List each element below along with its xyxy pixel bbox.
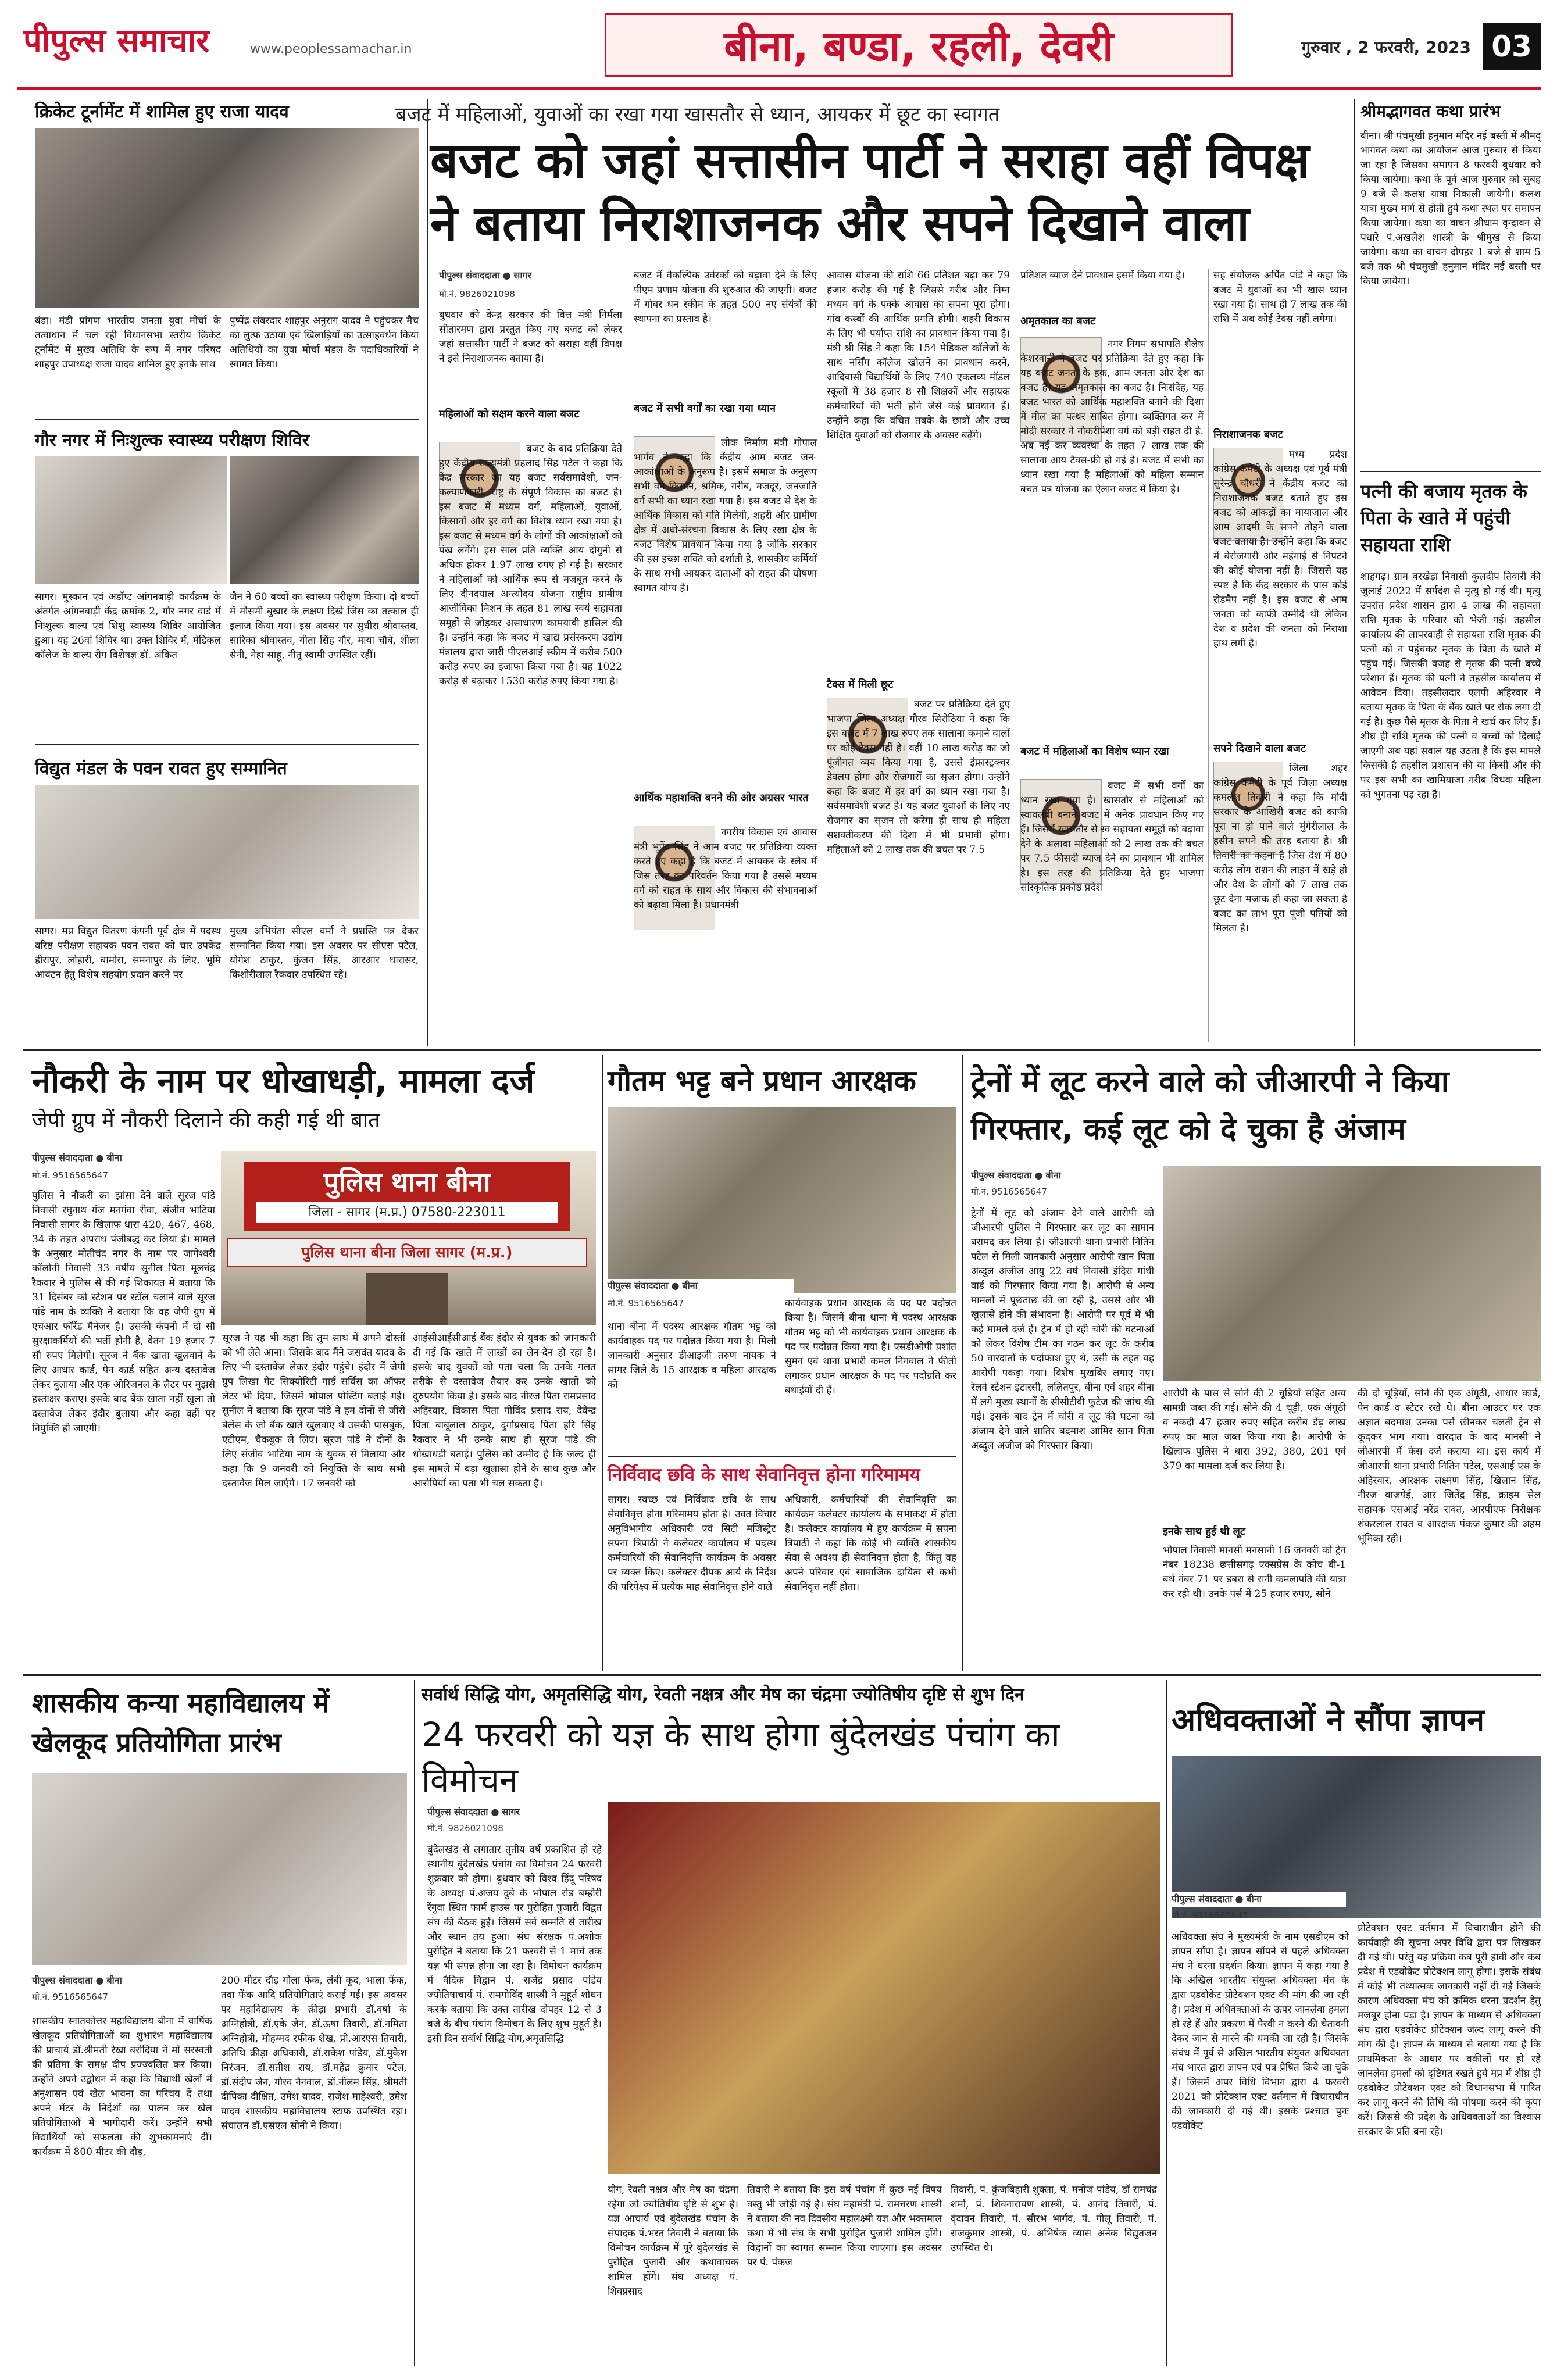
retire-headline: निर्विवाद छवि के साथ सेवानिवृत्त होना गरिमामय	[608, 1464, 920, 1485]
byline-label: पीपुल्स संवाददाता	[427, 1806, 488, 1817]
bhagwat-text: बीना। श्री पंचमुखी हनुमान मंदिर नई बस्ती में श्रीमद् भागवत कथा का आयोजन आज गुरुवार से किया जा रहा है जिसका समापन 8 फरवरी बुधवार को किया जायेगा। कथा के पूर्व आज गुरुवार को सुबह 9 बजे से कलश यात्रा निकाली जायेगी। कलश यात्रा मुख्य मार्ग से होती हुये कथा स्थल पर समापन किया जायेगा। कथा का वाचन श्रीधाम वृन्दावन से पधारे पं.अखलेश शास्त्री के श्रीमुख से किया जायेगा। कथा का वाचन दोपहर 1 बजे से शाम 5 बजे तक श्री पंचमुखी हनुमान मंदिर नई बस्ती पर किया जायेगा।	[1360, 130, 1541, 287]
byline-place: बीना	[106, 1152, 122, 1163]
budget-headline: बजट को जहां सत्तासीन पार्टी ने सराहा वहीं विपक्ष ने बताया निराशाजनक और सपने दिखाने वाला	[430, 132, 1310, 252]
college-mobile: मो.नं. 9516565647	[32, 1992, 108, 2002]
train-mobile: मो.नं. 9516565647	[971, 1187, 1047, 1197]
constable-col1: थाना बीना में पदस्थ आरक्षक गौतम भट्ट को कार्यवाहक पद पर पदोन्नत किया गया है। मिली जानकारी अनुसार डीआइजी तरुण नायक ने सागर जिले के 15 आरक्षक व महिला आरक्षक को	[608, 1321, 776, 1391]
budget-col5-c: जिला शहर कांग्रेस कमेटी के पूर्व जिला अध्यक्ष कमलेश तिवारी ने कहा कि मोदी सरकार के आखिरी बजट को काफी पूरा ना हो पाने वाले मुंगेरीलाल के हसीन सपने की तरह बताया है। श्री तिवारी का कहना है जिस देश में 80 करोड़ लोग राशन की लाइन में खड़े हो और देश के लोगों को 7 लाख तक छूट देना मजाक ही कहा जा सकता है बजट का लाभ पूरा पूंजी पतियों को मिलता है।	[1213, 763, 1347, 934]
advocates-byline	[1172, 1892, 1346, 1907]
electricity-title: विद्युत मंडल के पवन रावत हुए सम्मानित	[35, 759, 287, 779]
advocates-col1: अधिवक्ता संघ ने मुख्यमंत्री के नाम एसडीएम को ज्ञापन सौंपा है। ज्ञापन सौंपने से पहले अधिवक्ता मंच ने धरना प्रदर्शन किया। ज्ञापन में कहा गया है कि अखिल भारतीय संयुक्त अधिवक्ता मंच के द्वारा एडवोकेट प्रोटेक्शन एक्ट की मांग की जा रही है। प्रदेश में अधिवक्ताओं के ऊपर जानलेवा हमला हो रहे हैं और प्रकरण में पैरवी न करने की चेतावनी देकर जान से मारने की धमकी जा रही है। जिसके संबंध में पूर्व से अखिल भारतीय संयुक्त अधिवक्ता मंच भारत द्वारा ज्ञापन एवं पत्र प्रेषित किये जा चुके हैं। जिसमें अपर विधि विभाग द्वारा 4 फरवरी 2021 को प्रोटेक्शन एक्ट वर्तमान में विचाराधीन की जानकारी दी गई थी। इसके प्रश्चात पुनः एडवोकेट	[1172, 1931, 1349, 2132]
police-station-photo	[221, 1151, 596, 1325]
college-col1: शासकीय स्नातकोत्तर महाविद्यालय बीना में वार्षिक खेलकूद प्रतियोगिताओं का शुभारंभ महाविद्यालय की प्राचार्य डॉ.श्रीमती रेखा बरोदिया ने माँ सरस्वती की प्रतिमा के समक्ष दीप प्रज्ज्वलित कर किया। उन्होंने अपने उद्बोधन में कहा कि विद्यार्थी खेलों में अनुशासन एवं खेल भावना का परिचय दें तथा अपने मेंटर के निर्देशों का पालन कर खेल प्रतियोगिताओं में भागीदारी करें। उन्होंने सभी विद्यार्थियों को सफलता की शुभकामनाएं दीं। कार्यक्रम में 800 मीटर की दौड़,	[32, 2016, 212, 2158]
byline-label: पीपुल्स संवाददाता	[32, 1975, 93, 1986]
column-divider	[414, 1680, 415, 2366]
advocates-headline: अधिवक्ताओं ने सौंपा ज्ञापन	[1172, 1702, 1485, 1738]
college-photo	[32, 1773, 407, 1965]
cricket-text-a: बंडा। मंडी प्रांगण भारतीय जनता युवा मोर्चा के तत्वाधान में चल रही विधानसभा स्तरीय क्रिकेट टूर्नामेंट में मुख्य अतिथि के रूप में नगर परिषद शाहपुर उपाध्यक्ष राजा यादव शामिल हुए इनके साथ	[35, 315, 221, 370]
masthead-rule	[17, 87, 1541, 90]
fraud-col2: सूरज ने यह भी कहा कि तुम साथ में अपने दोस्तों को भी लेते आना। जिसके बाद मैंने जसवंत यादव के लिए भी दस्तावेज लेकर इंदौर पहुंचे। इंदौर में जेपी ग्रुप लिखा गेट सिक्योरिटी गार्ड सर्विस का ऑफर लेटर भी दिया, जिसमें भोपाल पोस्टिंग बताई गई। सुनील ने बताया कि सूरज पांडे ने हम दोनों से जीरो बैलेंस के जो बैंक खाते खुलवाए थे उसकी पासबुक, एटीएम, चैकबुक ले लिए। सूरज पांडे ने दोनों के लिए संजीव भाटिया नाम के युवक से मिलाया और कहा कि 9 जनवरी को नियुक्ति के साथ सभी दस्तावेज मिल जाएंगे। 17 जनवरी को	[222, 1332, 405, 1489]
website[interactable]: www.peoplessamachar.in	[250, 42, 412, 56]
paper-logo	[23, 22, 267, 63]
budget-col2-sub: बजट में सभी वर्गों का रखा गया ध्यान	[634, 402, 776, 414]
cricket-title: क्रिकेट टूर्नामेंट में शामिल हुए राजा यादव	[35, 102, 289, 122]
widow-title: पत्नी की बजाय मृतक के पिता के खाते में पहुंची सहायता राशि	[1360, 480, 1527, 556]
divider	[1360, 471, 1541, 472]
byline-place: बीना	[1246, 1893, 1262, 1904]
byline-dot: ●	[95, 1152, 104, 1163]
college-headline: शासकीय कन्या महाविद्यालय में खेलकूद प्रतियोगिता प्रारंभ	[32, 1687, 330, 1758]
retire-col2: अधिकारी, कर्मचारियों की सेवानिवृत्ति का कार्यक्रम कलेक्टर कार्यालय के सभाकक्ष में होता है। कलेक्टर कार्यालय में हुए कार्यक्रम में सपना त्रिपाठी ने कहा कि कोई भी व्यक्ति शासकीय सेवा से अवश्य ही सेवानिवृत्त होता है, किंतु वह अपने परिवार एवं सामाजिक दायित्व से कभी सेवानिवृत्त नहीं होता।	[785, 1494, 956, 1593]
fraud-headline: नौकरी के नाम पर धोखाधड़ी, मामला दर्ज	[32, 1061, 535, 1100]
section-divider	[23, 1049, 1541, 1051]
fraud-mobile: मो.नं. 9516565647	[32, 1170, 108, 1181]
divider	[35, 419, 419, 420]
budget-byline	[439, 269, 625, 286]
panchang-col4: तिवारी, पं. कुंजबिहारी शुक्ला, पं. मनोज पांडेय, डॉ रामचंद्र शर्मा, पं. शिवनारायण शास्त्री, पं. आनंद तिवारी, पं. वृंदावन तिवारी, पं. सौरभ भार्गव, पं. गोलू तिवारी, पं. राजकुमार शास्त्री, पं. अभिषेक व्यास अनेक विद्युतजन उपस्थित थे।	[951, 2184, 1157, 2254]
panchang-mobile: मो.नं. 9826021098	[427, 1823, 503, 1834]
byline-label: पीपुल्स संवाददाता	[971, 1170, 1032, 1181]
widow-text: शाहगढ़। ग्राम बरखेड़ा निवासी कुलदीप तिवारी की जुलाई 2022 में सर्पदंश से मृत्यु हो गई थी। मृत्यु उपरांत प्रदेश शासन द्वारा 4 लाख की सहायता राशि मृतक के परिवार को भेजी गई। तहसील कार्यालय की लापरवाही से सहायता राशि मृतक की पत्नी को न पहुंचकर मृतक के पिता के खाते में पहुंच गई। जिसकी वजह से मृतक की पत्नी बच्चे परेशान हैं। मृतक की पत्नी ने तहसील कार्यालय में आवेदन दिया। तहसीलदार एलपी अहिरवार ने बताया मृतक के पिता के बैंक खाते पर रोक लगा दी गई है। कुछ पैसे मृतक के पिता ने खर्च कर लिए हैं। शीघ्र ही राशि मृतक की पत्नी व बच्चों को दिलाई जाएगी अब यहां सवाल यह उठता है कि इस मामले किसकी है तहसील प्रशासन की या किसी और की पर इस सभी का खामियाजा गरीब विधवा महिला को भुगतना पड़ रहा है।	[1360, 571, 1541, 801]
panchang-headline: 24 फरवरी को यज्ञ के साथ होगा बुंदेलखंड पंचांग का विमोचन	[422, 1715, 1060, 1800]
police-board-title: पुलिस थाना बीना	[323, 1166, 491, 1198]
budget-mobile: मो.नं. 9826021098	[439, 289, 515, 299]
train-col1: ट्रेनों में लूट को अंजाम देने वाले आरोपी को जीआरपी पुलिस ने गिरफ्तार कर लूट का सामान बरामद कर लिया है। जीआरपी थाना प्रभारी नितिन पटेल से मिली जानकारी अनुसार आरोपी खान पिता अब्दुल अजीज आयु 22 वर्ष निवासी इंदिरा गांधी वार्ड को गिरफ्तार किया गया है। आरोपी से अन्य मामलों में पूछताछ की जा रही है, उससे और भी खुलासे होने की संभावना है। आरोपी पर पूर्व में भी कई मामले दर्ज हैं। ट्रेन में हो रही चोरी की घटनाओं को लेकर विशेष टीम का गठन कर लूट के करीब 50 वारदातों के पर्दाफाश हुए थे, उसी के तहत यह आरोपी पकड़ा गया। विशेष मुखबिर लगाए गए। रेलवे स्टेशन इटारसी, ललितपुर, बीना एवं शहर बीना में लगे मुख्य स्थानों के सीसीटीवी फुटेज की जांच की गई। इसके बाद ट्रेन में चोरी व लूट की घटना को अंजाम देने वाले शातिर बदमाश आमिर खान पिता अब्दुल अजीज को गिरफ्तार किया।	[971, 1207, 1154, 1452]
fraud-subhead: जेपी ग्रुप में नौकरी दिलाने की कही गई थी बात	[32, 1109, 380, 1132]
constable-byline	[608, 1279, 794, 1294]
electricity-text-a: सागर। मप्र विद्युत वितरण कंपनी पूर्व क्षेत्र में पदस्थ वरिष्ठ परीक्षण सहायक पवन रावत को चार उपकेंद्र हीरापुर, लोहारी, बामोरा, समनापुर के लिए, भूमि आवंटन हेतु विशेष सहयोग प्रदान करने पर	[35, 925, 221, 981]
byline-place: सागर	[513, 270, 532, 281]
byline-place: बीना	[1045, 1170, 1061, 1181]
health-title: गौर नगर में निःशुल्क स्वास्थ्य परीक्षण शिविर	[35, 430, 310, 451]
byline-place: बीना	[106, 1975, 122, 1986]
divider	[608, 1456, 956, 1457]
budget-col4-c: बजट में सभी वर्गों का ध्यान रखा गया है। खासतौर से महिलाओं को स्वावलंबी बनाने बजट में अनेक प्रावधान किए गए हैं। जिसमें खासतौर से स्व सहायता समूहों को बढ़ावा देने के अलावा महिलाओं को 2 लाख तक की बचत पर 7.5 फीसदी ब्याज देने का प्रावधान भी शामिल है। इस तरह की प्रतिक्रिया देते हुए भाजपा सांस्कृतिक प्रकोष्ठ प्रदेश	[1020, 780, 1204, 894]
constable-photo	[608, 1107, 956, 1293]
byline-dot: ●	[1034, 1170, 1043, 1181]
budget-col4-sub: अमृतकाल का बजट	[1020, 315, 1096, 327]
fraud-byline	[32, 1151, 218, 1168]
train-col2-sub: इनके साथ हुई थी लूट	[1163, 1525, 1245, 1538]
byline-place: बीना	[682, 1280, 698, 1291]
column-divider	[427, 99, 428, 1046]
budget-col1: बुधवार को केन्द्र सरकार की वित्त मंत्री निर्मला सीतारमण द्वारा प्रस्तुत किए गए बजट को लेकर जहां सत्तासीन पार्टी ने बजट को सराहा वहीं विपक्ष ने इसे निराशाजनक बताया है।	[439, 309, 622, 364]
retire-col1: सागर। स्वच्छ एवं निर्विवाद छवि के साथ सेवानिवृत्त होना गरिमामय होता है। उक्त विचार अनुविभागीय अधिकारी एवं सिटी मजिस्ट्रेट सपना त्रिपाठी ने कलेक्टर कार्यालय में पदस्थ कर्मचारियों की सेवानिवृत्ति कार्यक्रम के अवसर पर व्यक्त किए। कलेक्टर दीपक आर्य के निर्देश की परिपेक्ष्य में प्रत्येक माह सेवानिवृत्त होने वाले	[608, 1494, 776, 1593]
bhagwat-title: श्रीमद्भागवत कथा प्रारंभ	[1360, 102, 1501, 121]
panchang-byline	[427, 1805, 613, 1820]
byline-dot: ●	[491, 1806, 499, 1817]
train-col2: आरोपी के पास से सोने की 2 चूड़ियाँ सहित अन्य सामग्री जब्त की गई। सोने की 4 चूड़ी, एक अंगूठी व नकदी 47 हजार रुपए सहित करीब डेढ़ लाख रुपए का माल जब्त किया गया है। आरोपी के खिलाफ पुलिस ने धारा 392, 380, 201 एवं 379 का मामला दर्ज कर लिया है।	[1163, 1388, 1346, 1472]
budget-col4: प्रतिशत ब्याज देने प्रावधान इसमें किया गया है।	[1020, 270, 1185, 281]
fraud-col3: आईसीआईसीआई बैंक इंदौर से युवक को जानकारी दी गई कि खाते में लाखों का लेन-देन हो रहा है। इसके बाद युवकों को पता चला कि उनके गलत तरीके से दस्तावेज तैयार कर उनके खातों को दुरुपयोग किया है। इसके बाद नीरज पिता रामप्रसाद अहिरवार, विकास पिता गोविंद प्रसाद राय, देवेन्द्र पिता बाबूलाल ठाकुर, दुर्गाप्रसाद पिता हरि सिंह रैकवार ने भी उनके साथ ही सूरज पांडे की धोखाधड़ी बताई। पुलिस को उम्मीद है कि जल्द ही इस मामले में बड़ा खुलासा होने के साथ कुछ और आरोपियों का पता भी चल सकता है।	[413, 1332, 596, 1489]
panchang-col2: योग, रेवती नक्षत्र और मेष का चंद्रमा रहेगा जो ज्योतिषीय दृष्टि से शुभ है। यज्ञ आचार्य एवं बुंदेलखंड पंचांग के संपादक पं.भरत तिवारी ने बताया कि विमोचन कार्यक्रम में पूरे बुंदेलखंड से पुरोहित पुजारी और कथावाचक शामिल होंगे। संघ अध्यक्ष पं. शिवप्रसाद	[608, 2184, 738, 2297]
college-col2: 200 मीटर दौड़ गोला फेंक, लंबी कूद, भाला फेंक, तवा फेंक आदि प्रतियोगिताएं कराई गईं। इस अवसर पर महाविद्यालय के क्रीड़ा प्रभारी डॉ.वर्षा के अग्निहोत्री, डॉ.एके जैन, डॉ.ऊषा तिवारी, डॉ.नमिता अग्निहोत्री, मोहम्मद रफीक शेख, प्रो.आरएस तिवारी, अतिथि क्रीड़ा अधिकारी, डॉ.राकेश पांडेय, डॉ.मुकेश निरंजन, डॉ.सतीश राय, डॉ.महेंद्र कुमार पटेल, डॉ.संदीप जैन, गौरव नैनवाल, डॉ.नीलम सिंह, श्रीमती दीपिका दीक्षित, उमेश यादव, राजेश माहेश्वरी, उमेश यादव शासकीय महाविद्यालय स्टाफ उपस्थित रहा। संचालन डॉ.एसएल सोनी ने किया।	[221, 1975, 407, 2132]
health-photo-1	[35, 456, 227, 584]
train-col3: की दो चूड़ियाँ, सोने की एक अंगूठी, आधार कार्ड, पेन कार्ड व स्टेटर रखे थे। बीना आउटर पर एक अज्ञात बदमाश उनका पर्स छीनकर चलती ट्रेन से कूदकर भाग गया। वारदात के बाद मानसी ने जीआरपी में केस दर्ज कराया था। इस कार्य में जीआरपी थाना प्रभारी नितिन पटेल, एसआई एस के अहिरवार, आरक्षक लक्ष्मण सिंह, खिलान सिंह, नीरज वाजपेई, आर जितेंद्र सिंह, क्राइम सेल सहायक एसआई नरेंद्र रावत, आरपीएफ निरीक्षक शंकरलाल रावत व आरक्षक पंकज कुमार की अहम भूमिका रही।	[1358, 1388, 1541, 1545]
byline-dot: ●	[502, 270, 511, 281]
byline-dot: ●	[95, 1975, 104, 1986]
constable-headline: गौतम भट्ट बने प्रधान आरक्षक	[608, 1064, 916, 1098]
electricity-photo	[35, 785, 419, 919]
budget-col5: सह संयोजक अर्पित पांडे ने कहा कि बजट में युवाओं का भी खास ध्यान रखा गया है। साथ ही 7 लाख तक की राशि में अब कोई टैक्स नहीं लगेगा।	[1213, 270, 1347, 325]
budget-col3: आवास योजना की राशि 66 प्रतिशत बढ़ा कर 79 हजार करोड़ की गई है जिससे गरीब और निम्न मध्यम वर्ग के पक्के आवास का सपना पूरा होगा। गांव कस्बों की आर्थिक प्रगति होगी। शहरी विकास के लिए भी पर्याप्त राशि का प्रावधान किया गया है। मंत्री श्री सिंह ने कहा कि 154 मेडिकल कॉलेजों के साथ नर्सिंग कॉलेज खोलने का प्रावधान करने, आदिवासी विद्यार्थियों के लिए 740 एकलव्य मॉडल स्कूलों में 38 हजार 8 सौ शिक्षकों और सहायक कर्मचारियों की भर्ती होने जैसे कई प्रावधान हैं। उन्होंने कहा कि वंचित तबके के छात्रों और उच्च शिक्षित युवाओं को रोजगार के अवसर बढ़ेंगे।	[827, 270, 1010, 441]
column-divider	[1166, 1680, 1167, 2366]
byline-label: पीपुल्स संवाददाता	[1172, 1893, 1233, 1904]
police-board-phone: जिला - सागर (म.प्र.) 07580-223011	[256, 1202, 558, 1223]
constable-col2: कार्यवाहक प्रधान आरक्षक के पद पर पदोन्नत किया है। जिसमें बीना थाना में पदस्थ आरक्षक गौतम भट्ट को भी कार्यवाहक प्रधान आरक्षक के पद पर पदोन्नत किया गया है। एसडीओपी प्रशांत सुमन एवं थाना प्रभारी कमल निगवाल ने फीती लगाकर प्रधान आरक्षक के पद पर पदोन्नति कर बधाईयाँ दी हैं।	[785, 1298, 956, 1396]
panchang-kicker: सर्वार्थ सिद्धि योग, अमृतसिद्धि योग, रेवती नक्षत्र और मेष का चंद्रमा ज्योतिषीय दृष्टि से शुभ दिन	[422, 1685, 1024, 1705]
police-door	[366, 1273, 448, 1325]
budget-col1-b: बजट के बाद प्रतिक्रिया देते हुए केंद्रीय राज्यमंत्री प्रहलाद सिंह पटेल ने कहा कि केंद्र सरकार का यह बजट सर्वसमावेशी, जन-कल्याणकारी, राष्ट्र के संपूर्ण विकास का बजट है। इस बजट में मध्यम वर्ग, महिलाओं, युवाओं, किसानों और हर वर्ग का विशेष ध्यान रखा गया है। इस बजट से मध्यम वर्ग के लोगों की आकांक्षाओं को पंख लगेंगे। इस साल प्रति व्यक्ति आय दोगुनी से अधिक होकर 1.97 लाख रुपए हो गई है। सरकार ने महिलाओं को आर्थिक रूप से मजबूत करने के लिए दीनदयाल अन्त्योदय योजना राष्ट्रीय ग्रामीण आजीविका मिशन के तहत 81 लाख स्वयं सहायता समूहों से जोड़कर असाधारण कामयाबी हासिल की है। उन्होंने कहा कि बजट में खाद्य प्रसंस्करण उद्योग मंत्रालय द्वारा जारी पीएलआई स्कीम में करीब 500 करोड़ रुपए का इजाफा किया गया है। यह 1022 करोड़ से बढ़ाकर 1530 करोड़ रुपए किया गया है।	[439, 443, 622, 687]
electricity-text-b: मुख्य अभियंता सीएल वर्मा ने प्रशस्ति पत्र देकर सम्मानित किया गया। इस अवसर पर सीएस पटेल, योगेश ठाकुर, कुंजन सिंह, आरआर धारासर, किशोरीलाल रैकवार उपस्थित रहे।	[230, 925, 419, 981]
health-text-b: जैन ने 60 बच्चों का स्वास्थ्य परीक्षण किया। दो बच्चों में मौसमी बुखार के लक्षण दिखे जिस का तत्काल ही इलाज किया गया। इस अवसर पर सुधीरा श्रीवास्तव, सारिका श्रीवास्तव, गीता सिंह गौर, माया चौबे, शीला सैनी, नेहा साहू, नीतू स्वामी उपस्थित रहीं।	[230, 591, 419, 661]
college-byline	[32, 1974, 218, 1989]
budget-col4-b: नगर निगम सभापति शैलेष केशरवानी ने बजट पर प्रतिक्रिया देते हुए कहा कि यह बजट जनता के हक, आम जनता और देश का बजट है। यह अमृतकाल का बजट है। निःसंदेह, यह बजट भारत को आर्थिक महाशक्ति बनाने की दिशा में मील का पत्थर साबित होगा। व्यक्तिगत कर में मोदी सरकार ने नौकरीपेशा वर्ग को बड़ी राहत दी है. अब नई कर व्यवस्था के तहत 7 लाख तक की सालाना आय टैक्स-फ्री हो गई है। बजट में सभी का ध्यान रखा गया है महिलाओं को महिला सम्मान बचत पत्र योजना का ऐलान बजट में किया है।	[1020, 338, 1204, 495]
budget-col2-c: नगरीय विकास एवं आवास मंत्री भूपेंद्र सिंह ने आम बजट पर प्रतिक्रिया व्यक्त करते हुए कहा है कि बजट में आयकर के स्लैब में जिस तरह का परिवर्तन किया गया है उससे मध्यम वर्ग को राहत के साथ और विकास की संभावनाओं को बढ़ावा मिला है। प्रधानमंत्री	[634, 827, 817, 911]
panchang-photo	[608, 1802, 1160, 2174]
health-text-a: सागर। मुस्कान एवं अडॉप्ट आंगनबाड़ी कार्यक्रम के अंतर्गत आंगनबाड़ी केंद्र क्रमांक 2, गौर नगर वार्ड में निःशुल्क बाल्य एवं शिशु स्वास्थ्य शिविर आयोजित हुआ। यह 26वां शिविर था। उक्त शिविर में, मेडिकल कॉलेज के बाल्य रोग विशेषज्ञ डॉ. अंकित	[35, 591, 221, 661]
budget-col5-b: मध्य प्रदेश कांग्रेस कमेटी के अध्यक्ष एवं पूर्व मंत्री सुरेन्द्र चौधरी ने केंद्रीय बजट को निराशाजनक बजट बताते हुए इस बजट को आंकड़ों का मायाजाल और आम आदमी के सपने तोड़ने वाला बजट बताया है। उन्होंने कहा कि बजट में बेरोजगारी और महंगाई से निपटने की कोई योजना नहीं है। जिससे यह स्पष्ट है कि केंद्र सरकार के पास कोई रोडमैप नहीं है। इस बजट से आम जनता को काफी उम्मीदें थी लेकिन देश व प्रदेश की जनता को निराशा हाथ लगी है।	[1213, 449, 1347, 649]
byline-label: पीपुल्स संवाददाता	[32, 1152, 93, 1163]
budget-col2: बजट में वैकल्पिक उर्वरकों को बढ़ावा देने के लिए पीएम प्रणाम योजना की शुरुआत की जाएगी। बजट में गोबर धन स्कीम के तहत 500 नए संयंत्रों की स्थापना का प्रस्ताव है।	[634, 270, 817, 325]
column-divider	[962, 1055, 963, 1671]
budget-col5-sub2: सपने दिखाने वाला बजट	[1213, 742, 1306, 755]
budget-col5-sub: निराशाजनक बजट	[1213, 428, 1283, 441]
health-photo-2	[230, 456, 419, 584]
train-headline: ट्रेनों में लूट करने वाले को जीआरपी ने किया गिरफ्तार, कई लूट को दे चुका है अंजाम	[971, 1064, 1449, 1147]
advocates-col2: प्रोटेक्शन एक्ट वर्तमान में विचाराधीन होने की कार्यवाही की सूचना अपर विधि द्वारा पत्र लिखकर दी गई थी। परंतु यह प्रक्रिया कब पूरी हावी और कब प्रदेश में एडवोकेट प्रोटेक्शन लागू होगा। इसके संबंध में कोई भी तथ्यात्मक जानकारी नहीं दी गई जिसके कारण अधिवक्ता मंच को क्रमिक धरना प्रदर्शन हेतु मजबूर होना पड़ा है। ज्ञापन के माध्यम से अधिवक्ता संघ द्वारा एडवोकेट प्रोटेक्शन जल्द लागू करने की मांग की है। ज्ञापन के माध्यम से बताया गया है कि प्राथमिकता के आधार पर वकीलों पर हो रहे जानलेवा हमलों को दृष्टिगत रखते हुये मप्र में शीघ्र ही एडवोकेट प्रोटेक्शन एक्ट को विधानसभा में पारित कर लागू करने की तिथि की घोषणा करने की कृपा करें। जिससे की प्रदेश के अधिवक्ताओं का विश्वास सरकार के प्रति बना रहे।	[1358, 1922, 1541, 2138]
train-byline	[971, 1168, 1157, 1184]
budget-col1-sub: महिलाओं को सक्षम करने वाला बजट	[439, 408, 580, 420]
train-col2-b: भोपाल निवासी मानसी मनसानी 16 जनवरी को ट्रेन नंबर 18238 छत्तीसगढ़ एक्सप्रेस के कोच बी-1 बर्थ नंबर 71 पर डबरा से रानी कमलापति की यात्रा कर रही थी। उनके पर्स में 25 हजार रुपए, सोने	[1163, 1545, 1346, 1600]
budget-col2-b: लोक निर्माण मंत्री गोपाल भार्गव ने कहा कि केंद्रीय आम बजट जन-आकांक्षाओं के अनुरूप है। इसमें समाज के अनुरूप सभी वर्ग किसान, श्रमिक, गरीब, मजदूर, जनजाति वर्ग सभी का ध्यान रखा गया है। इस बजट से देश के आर्थिक विकास को गति मिलेगी, शहरी और ग्रामीण क्षेत्र में अधो-संरचना विकास के लिए रखा क्षेत्र के बजट विशेष प्रावधान किया गया है जोकि सरकार की इस इच्छा शक्ति को दर्शाती है, शासकीय कर्मियों के साथ सभी आयकर दाताओं को राहत की घोषणा स्वागत योग्य है।	[634, 437, 817, 594]
edition-title: बीना, बण्डा, रहली, देवरी	[724, 22, 1113, 70]
column-divider	[1208, 269, 1209, 1042]
issue-date: गुरुवार , 2 फरवरी, 2023	[1301, 38, 1471, 57]
advocates-mobile: मो.नं. 9516565647	[1172, 1910, 1248, 1921]
budget-col4-sub2: बजट में महिलाओं का विशेष ध्यान रखा	[1020, 745, 1169, 757]
byline-dot: ●	[671, 1280, 680, 1291]
byline-dot: ●	[1235, 1893, 1244, 1904]
byline-label: पीपुल्स संवाददाता	[608, 1280, 669, 1291]
budget-col2-sub2: आर्थिक महाशक्ति बनने की ओर अग्रसर भारत	[634, 792, 809, 804]
masthead	[0, 0, 1557, 81]
byline-place: सागर	[502, 1806, 520, 1817]
budget-kicker: बजट में महिलाओं, युवाओं का रखा गया खासतौर से ध्यान, आयकर में छूट का स्वागत	[395, 103, 1000, 126]
cricket-photo	[35, 128, 419, 308]
train-photo	[1163, 1166, 1541, 1381]
edition-banner	[605, 13, 1233, 77]
column-divider	[602, 1055, 603, 1671]
fraud-col1: पुलिस ने नौकरी का झांसा देने वाले सूरज पांडे निवासी रघुनाथ गंज मनगंवा रीवा, संजीव भाटिया निवासी सागर के खिलाफ धारा 420, 467, 468, 34 के तहत अपराध पंजीबद्ध कर लिया है। मामले के अनुसार मोतीचंद नगर के नाम पर जागेश्वरी कॉलोनी निवासी 33 वर्षीय सुनील पिता मूलचंद्र रैकवार ने पुलिस से की गई शिकायत में बताया कि 31 दिसंबर को स्टेशन पर स्टॉल चलाने वाले सूरज पांडे नाम के व्यक्ति ने बताया कि वह जेपी ग्रुप में एचआर फॉरेंड मैनेजर है। उसकी कंपनी में दो सौ सुरक्षाकर्मियों की भर्ती होनी है, वेतन 19 हजार 7 सौ रुपए मिलेगी। सूरज ने बैंक खाता खुलवाने के लिए आधार कार्ड, पैन कार्ड सहित अन्य दस्तावेज लेकर बुलाया और एक ओरिजनल के लैटर पर मुझसे हस्ताक्षर कराए। इसके बाद बैंक खाता नहीं खुला तो दस्तावेज लेकर इंदौर बुलाया और कहा वहीं पर नियुक्ति हो जाएगी।	[32, 1190, 216, 1434]
page-number: 03	[1483, 23, 1541, 70]
budget-col3-b: बजट पर प्रतिक्रिया देते हुए भाजपा जिला अध्यक्ष गौरव सिरोठिया ने कहा कि इस बजट में 7 लाख रुपए तक सालाना कमाने वालों पर कोई टैक्स नहीं है। वहीं 10 लाख करोड़ का जो पूंजीगत व्यय किया गया है, उससे इंफ्रास्ट्रक्चर डेवलप होगा और रोजगारों का सृजन होगा। उन्होंने कहा कि बजट में हर वर्ग का ध्यान रखा गया है। सर्वसमावेशी बजट है। यह बजट युवाओं के लिए नए रोजगार का सृजन तो करेगा ही साथ ही महिला सशक्तीकरण की दिशा में भी प्रभावी होगा। महिलाओं को 2 लाख तक की बचत पर 7.5	[827, 699, 1010, 856]
cricket-text-b: पुष्पेंद्र लंबरदार शाहपुर अनुराग यादव ने पहुंचकर मैच का लुत्फ उठाया एवं खिलाड़ियों का उत्साहवर्धन किया अतिथियों का युवा मोर्चा मंडल के पदाधिकारियों ने स्वागत किया।	[230, 315, 419, 370]
panchang-col3: तिवारी ने बताया कि इस वर्ष पंचांग में कुछ नई विषय वस्तु भी जोड़ी गई है। संघ महामंत्री पं. रामचरण शास्त्री ने बताया की नव दिवसीय महालक्ष्मी यज्ञ और भक्तमाल कथा में भी संघ के सभी पुरोहित पुजारी शामिल होंगे। विद्वानों का स्वागत सम्मान किया जाएगा। इस अवसर पर पं. पंकज	[747, 2184, 942, 2268]
panchang-col1: बुंदेलखंड से लगातार तृतीय वर्ष प्रकाशित हो रहे स्थानीय बुंदेलखंड पंचांग का विमोचन 24 फरवरी शुक्रवार को होगा। बुधवार को विश्व हिंदू परिषद के अध्यक्ष पं.अजय दुबे के भोपाल रोड बम्होरी रेंगुवा स्थित फार्म हाउस पर पुरोहित पुजारी विद्वत संघ की बैठक हुई। जिसमें सर्व सम्मति से तारीख और स्थान तय हुआ। संघ संरक्षक पं.अशोक पुरोहित ने बताया कि 21 फरवरी से 1 मार्च तक यज्ञ भी संपन्न होना जा रहा है। विमोचन कार्यक्रम में वैदिक विद्वान पं. राजेंद्र प्रसाद पांडेय ज्योतिषाचार्य पं. रामगोविंद शास्त्री ने मुहूर्त शोधन करके बताया कि उक्त तारीख दोपहर 12 से 3 बजे के बीच पंचांग विमोचन के लिए शुभ मुहूर्त है। इसी दिन सर्वार्थ सिद्धि योग,अमृतसिद्धि	[427, 1844, 602, 2045]
paper-name: पीपुल्स समाचार	[23, 22, 210, 60]
police-board-2: पुलिस थाना बीना जिला सागर (म.प्र.)	[227, 1238, 587, 1267]
section-divider	[23, 1674, 1541, 1676]
police-board	[244, 1162, 570, 1231]
divider	[35, 744, 419, 745]
budget-col3-sub: टैक्स में मिली छूट	[827, 678, 894, 691]
constable-mobile: मो.नं. 9516565647	[608, 1298, 684, 1309]
byline-label: पीपुल्स संवाददाता	[439, 270, 500, 281]
column-divider	[1354, 99, 1355, 1046]
